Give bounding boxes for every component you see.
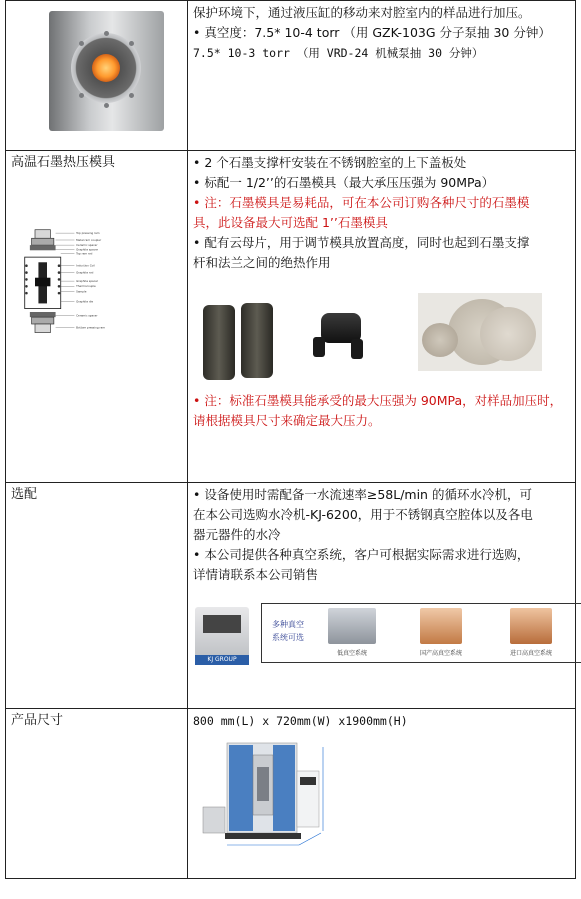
row2-line-4: 具，此设备最大可选配 1’’石墨模具 (193, 215, 388, 230)
diagram-label: Top pressing ram (76, 231, 100, 235)
mold-photos (193, 293, 570, 391)
imported-high-vacuum-photo (510, 608, 552, 644)
diagram-label: Sample (76, 289, 87, 294)
options-label: 选配 (11, 487, 38, 502)
graphite-punch-photo (313, 337, 325, 357)
mica-sheets-photo (418, 293, 542, 371)
row-pressure (6, 1, 576, 151)
diagram-label: Induction Coil (76, 263, 95, 268)
hot-press-diagram (17, 228, 137, 348)
row1-line-2: • 真空度：7.5* 10-4 torr （用 GZK-103G 分子泵抽 30 分钟） (193, 25, 551, 40)
graphite-punch-photo (351, 339, 363, 359)
domestic-high-vacuum-photo (420, 608, 462, 644)
hot-press-machine-photo (199, 737, 329, 855)
graphite-tube-photo (203, 305, 235, 380)
chiller-brand: KJ GROUP (195, 655, 249, 665)
graphite-mold-label: 高温石墨热压模具 (11, 155, 116, 170)
row2-desc-cell (188, 151, 576, 483)
options-photos (193, 597, 570, 677)
row3-line-4: • 本公司提供各种真空系统，客户可根据实际需求进行选购， (193, 547, 530, 562)
vacuum-systems-banner (261, 603, 581, 663)
low-vacuum-system-photo (328, 608, 376, 644)
row-options (6, 483, 576, 709)
caption-domestic-high-vacuum: 国产高真空系统 (419, 650, 462, 657)
row-graphite-mold (6, 151, 576, 483)
diagram-label: Graphite die (76, 299, 94, 304)
banner-title-2: 系统可选 (272, 633, 304, 642)
banner-title-1: 多种真空 (272, 620, 304, 629)
caption-low-vacuum: 低真空系统 (336, 650, 367, 657)
row3-label-cell (6, 483, 188, 709)
dimensions-label: 产品尺寸 (11, 713, 64, 728)
diagram-label: Graphite spacer (76, 247, 99, 252)
row2-line-5: • 配有云母片，用于调节模具放置高度，同时也起到石墨支撑 (193, 235, 530, 250)
caption-imported-high-vacuum: 进口高真空系统 (509, 650, 552, 657)
row4-label-cell (6, 709, 188, 879)
row1-desc-cell (188, 1, 576, 151)
row1-line-3: 7.5* 10-3 torr （用 VRD-24 机械泵抽 30 分钟） (193, 46, 484, 60)
row-dimensions (6, 709, 576, 879)
diagram-label: Ceramic spacer (76, 313, 98, 318)
water-chiller-photo (195, 607, 249, 665)
row2-line-6: 杆和法兰之间的绝热作用 (193, 255, 331, 270)
diagram-label: Metal ram coupler (76, 237, 102, 242)
spec-table (5, 0, 576, 879)
chamber-port-photo (49, 11, 164, 131)
mold-pressure-note: • 注：标准石墨模具能承受的最大压强为 90MPa，对样品加压时，请根据模具尺寸来确定最大压力。 (193, 393, 563, 428)
row2-line-1: • 2 个石墨支撑杆安装在不锈钢腔室的上下盖板处 (193, 155, 467, 170)
diagram-label: Ceramic spacer (76, 243, 98, 247)
row3-line-1: • 设备使用时需配备一水流速率≥58L/min 的循环水冷机，可 (193, 487, 532, 502)
row3-desc-cell (188, 483, 576, 709)
diagram-label: Bottom pressing ram (76, 325, 105, 330)
diagram-label: Top ram rod (76, 251, 93, 256)
row2-line-3: • 注：石墨模具是易耗品，可在本公司订购各种尺寸的石墨模 (193, 195, 530, 210)
row3-line-3: 器元器件的水冷 (193, 527, 281, 542)
row4-desc-cell (188, 709, 576, 879)
row3-line-2: 在本公司选购水冷机-KJ-6200，用于不锈钢真空腔体以及各电 (193, 507, 533, 522)
row2-line-2: • 标配一 1/2’’的石墨模具（最大承压压强为 90MPa） (193, 175, 495, 190)
row2-label-cell (6, 151, 188, 483)
diagram-label: Graphite spacer (76, 279, 99, 283)
graphite-tube-photo (241, 303, 273, 378)
row1-label-cell (6, 1, 188, 151)
diagram-label: Thermocouple (76, 284, 96, 289)
dimensions-value: 800 mm(L) x 720mm(W) x1900mm(H) (193, 714, 408, 728)
row3-line-5: 详情请联系本公司销售 (193, 567, 319, 582)
row1-line-1: 保护环境下，通过液压缸的移动来对腔室内的样品进行加压。 (193, 5, 531, 20)
diagram-label: Graphite rod (76, 270, 94, 275)
